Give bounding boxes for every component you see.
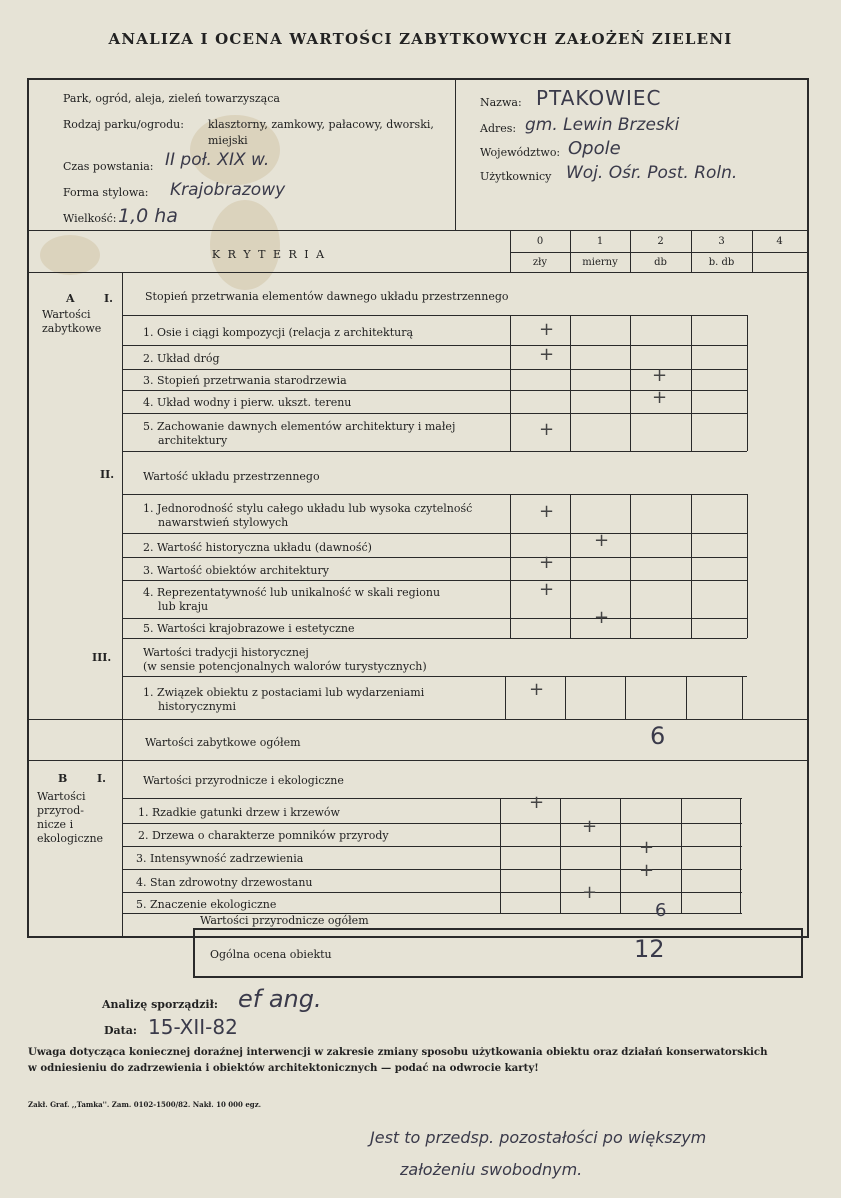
score-mark-a-i-3: +	[652, 365, 668, 386]
rodzaj-label: Rodzaj parku/ogrodu:	[63, 118, 184, 131]
b-total-value: 6	[655, 900, 667, 921]
b-i-item-5: 5. Znaczenie ekologiczne	[136, 898, 277, 911]
a-i-item-1: 1. Osie i ciągi kompozycji (relacja z architekturą	[143, 326, 414, 339]
a-i-item-3: 3. Stopień przetrwania starodrzewia	[143, 374, 347, 387]
a-ii-item-5: 5. Wartości krajobrazowe i estetyczne	[143, 622, 355, 635]
a-ii-item-2: 2. Wartość historyczna układu (dawność)	[143, 541, 372, 554]
kryteria-heading: K R Y T E R I A	[211, 248, 327, 261]
czas-label: Czas powstania:	[63, 160, 154, 173]
section-b-name-4: ekologiczne	[37, 832, 104, 845]
score-0-num: 0	[536, 236, 544, 247]
score-mark-b-i-1: +	[529, 792, 545, 813]
score-2-word: db	[654, 257, 667, 268]
overall-value: 12	[634, 935, 665, 963]
score-0-word: zły	[532, 257, 548, 268]
woj-value: Opole	[568, 138, 621, 159]
score-mark-a-i-2: +	[539, 344, 555, 365]
uzyt-value: Woj. Ośr. Post. Roln.	[566, 163, 738, 183]
section-b-name-3: nicze i	[37, 818, 74, 831]
a-i-item-5b: architektury	[158, 434, 228, 447]
wielkosc-label: Wielkość:	[63, 212, 117, 225]
a-ii-item-1b: nawarstwień stylowych	[158, 516, 289, 529]
b-i-heading: Wartości przyrodnicze i ekologiczne	[143, 774, 344, 787]
a-i-item-4: 4. Układ wodny i pierw. ukszt. terenu	[143, 396, 352, 409]
a-iii-item-1b: historycznymi	[158, 700, 236, 713]
a-iii-item-1: 1. Związek obiektu z postaciami lub wydarzeniami	[143, 686, 425, 699]
b-i-item-1: 1. Rzadkie gatunki drzew i krzewów	[138, 806, 340, 819]
uwaga-line-2: w odniesieniu do zadrzewienia i obiektów architektonicznych — podać na odwrocie karty!	[28, 1062, 539, 1074]
score-mark-a-iii-1: +	[529, 679, 545, 700]
score-mark-a-ii-5: +	[594, 607, 610, 628]
a-ii-item-1: 1. Jednorodność stylu całego układu lub wysoka czytelność	[143, 502, 473, 515]
data-label: Data:	[104, 1024, 137, 1037]
nazwa-label: Nazwa:	[480, 96, 522, 109]
section-b-name-1: Wartości	[37, 790, 86, 803]
adres-value: gm. Lewin Brzeski	[525, 115, 680, 135]
b-total-label: Wartości przyrodnicze ogółem	[200, 914, 369, 927]
page-title: ANALIZA I OCENA WARTOŚCI ZABYTKOWYCH ZAŁOŻEŃ ZIELENI	[108, 30, 733, 48]
a-total-value: 6	[650, 722, 666, 750]
a-ii-item-4: 4. Reprezentatywność lub unikalność w skali regionu	[143, 586, 441, 599]
score-mark-a-ii-3: +	[539, 552, 555, 573]
adres-label: Adres:	[480, 122, 517, 135]
score-mark-a-i-1: +	[539, 319, 555, 340]
score-mark-b-i-2: +	[582, 816, 598, 837]
rodzaj-options: klasztorny, zamkowy, pałacowy, dworski,	[208, 118, 434, 131]
score-2-num: 2	[657, 236, 664, 247]
uzyt-label: Użytkownicy	[480, 170, 552, 183]
a-total-label: Wartości zabytkowe ogółem	[145, 736, 301, 749]
forma-label: Forma stylowa:	[63, 186, 149, 199]
a-ii-item-4b: lub kraju	[158, 600, 209, 613]
wielkosc-value: 1,0 ha	[118, 205, 178, 227]
a-i-item-2: 2. Układ dróg	[143, 352, 220, 365]
a-iii-heading-2: (w sensie potencjonalnych walorów turystycznych)	[143, 660, 427, 673]
data-value: 15-XII-82	[148, 1015, 238, 1039]
score-mark-a-i-4: +	[652, 387, 668, 408]
section-b-letter: B	[58, 772, 68, 785]
section-a-name-1: Wartości	[42, 308, 91, 321]
print-info: Zakł. Graf. ,,Tamka''. Zam. 0102-1500/82. Nakł. 10 000 egz.	[28, 1100, 262, 1109]
forma-value: Krajobrazowy	[170, 180, 286, 200]
score-3-num: 3	[718, 236, 725, 247]
woj-label: Województwo:	[480, 146, 561, 159]
score-mark-a-ii-2: +	[594, 530, 610, 551]
b-i-item-4: 4. Stan zdrowotny drzewostanu	[136, 876, 313, 889]
score-1-word: mierny	[582, 257, 618, 268]
b-i-item-2: 2. Drzewa o charakterze pomników przyrody	[138, 829, 389, 842]
score-mark-b-i-5: +	[582, 882, 598, 903]
section-a-letter: A	[66, 292, 75, 305]
a-i-heading: Stopień przetrwania elementów dawnego układu przestrzennego	[145, 290, 509, 303]
score-3-word: b. db	[708, 257, 735, 268]
czas-value: II poł. XIX w.	[165, 150, 270, 170]
analize-label: Analizę sporządził:	[102, 998, 218, 1011]
park-type-line: Park, ogród, aleja, zieleń towarzysząca	[63, 92, 280, 105]
score-mark-b-i-4: +	[639, 860, 655, 881]
section-a-roman-1: I.	[104, 292, 113, 305]
uwaga-line-1: Uwaga dotycząca koniecznej doraźnej interwencji w zakresie zmiany sposobu użytkowania obiektu oraz działań konserwatorskich	[28, 1046, 768, 1058]
section-b-roman-1: I.	[97, 772, 106, 785]
handwritten-note-2: założeniu swobodnym.	[400, 1160, 583, 1179]
a-ii-heading: Wartość układu przestrzennego	[143, 470, 320, 483]
rodzaj-options-2: miejski	[208, 134, 248, 147]
analize-signature: ef ang.	[238, 985, 322, 1013]
section-b-name-2: przyrod-	[37, 804, 84, 817]
a-ii-item-3: 3. Wartość obiektów architektury	[143, 564, 329, 577]
score-4-num: 4	[776, 236, 783, 247]
handwritten-note-1: Jest to przedsp. pozostałości po większym	[370, 1128, 707, 1147]
score-mark-a-i-5: +	[539, 419, 555, 440]
a-i-item-5: 5. Zachowanie dawnych elementów architektury i małej	[143, 420, 456, 433]
a-iii-heading-1: Wartości tradycji historycznej	[143, 646, 309, 659]
section-a-name-2: zabytkowe	[42, 322, 102, 335]
score-1-num: 1	[596, 236, 604, 247]
b-i-item-3: 3. Intensywność zadrzewienia	[136, 852, 304, 865]
score-mark-b-i-3: +	[639, 837, 655, 858]
score-mark-a-ii-4: +	[539, 579, 555, 600]
overall-label: Ogólna ocena obiektu	[210, 948, 332, 961]
score-mark-a-ii-1: +	[539, 501, 555, 522]
section-a-roman-3: III.	[92, 651, 112, 664]
nazwa-value: PTAKOWIEC	[536, 86, 662, 110]
section-a-roman-2: II.	[100, 468, 115, 481]
